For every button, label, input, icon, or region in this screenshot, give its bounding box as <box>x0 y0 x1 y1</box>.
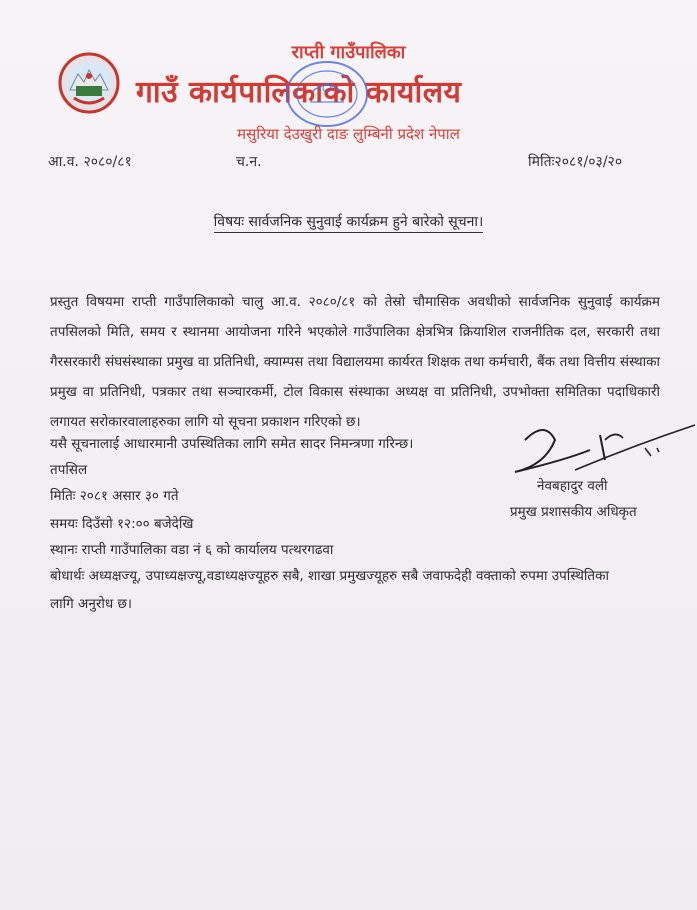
municipality-name: राप्ती गाउँपालिका <box>291 42 406 63</box>
signer-name: नेवबहादुर वली <box>537 478 608 494</box>
office-title: गाउँ कार्यपालिकाको कार्यालय <box>136 75 462 110</box>
reference-number: च.न. <box>236 154 262 170</box>
office-address: मसुरिया देउखुरी दाङ लुम्बिनी प्रदेश नेपाल <box>237 125 460 143</box>
schedule-time: समयः दिउँसो १२:०० बजेदेखि <box>50 516 194 532</box>
schedule-venue: स्थानः राप्ती गाउँपालिका वडा नं ६ को कार्यालय पत्थरगढवा <box>50 542 334 558</box>
body-paragraph: प्रस्तुत विषयमा राप्ती गाउँपालिकाको चालु आ.व. २०८०/८१ को तेस्रो चौमासिक अवधीको सार्वजनिक सुनुवाई कार्यक्रम तपसिलको मिति, समय र स्थानमा आयोजना गरिने भएकोले गाउँपालिका क्षेत्रभित्र क्रियाशिल राजनीतिक दल, सरकारी तथा गैरसरकारी संघसंस्थाका प्रमुख वा प्रतिनिधी, क्याम्पस तथा विद्यालयमा कार्यरत शिक्षक तथा कर्मचारी, बैंक तथा वित्तीय संस्थाका प्रमुख वा प्रतिनिधी, पत्रकार तथा सञ्चारकर्मी, टोल विकास संस्थाका अध्यक्ष वा प्रतिनिधी, उपभोक्ता समितिका पदाधिकारी लगायत सरोकारवालाहरुका लागि यो सूचना प्रकाशन गरिएको छ। <box>50 294 660 430</box>
fiscal-year: आ.व. २०८०/८१ <box>48 154 132 170</box>
schedule-heading: तपसिल <box>50 462 88 478</box>
office-stamp <box>282 58 372 130</box>
invitation-line: यसै सूचनालाई आधारमानी उपस्थितिका लागि समेत सादर निमन्त्रणा गरिन्छ। <box>50 436 414 452</box>
subject-line <box>0 212 697 231</box>
schedule-date: मितिः २०८१ असार ३० गते <box>50 488 179 504</box>
cc-note-continued: लागि अनुरोध छ। <box>50 596 133 612</box>
cc-note: बोधार्थः अध्यक्षज्यू, उपाध्यक्षज्यू,वडाध्यक्षज्यूहरु सबै, शाखा प्रमुखज्यूहरु सबै जवाफदेही वक्ताको रुपमा उपस्थितिका <box>50 568 609 584</box>
letter-date: मितिः२०८१/०३/२० <box>528 154 623 170</box>
subject-text: विषयः सार्वजनिक सुनुवाई कार्यक्रम हुने बारेको सूचना। <box>214 214 484 233</box>
signer-title: प्रमुख प्रशासकीय अधिकृत <box>510 504 637 520</box>
